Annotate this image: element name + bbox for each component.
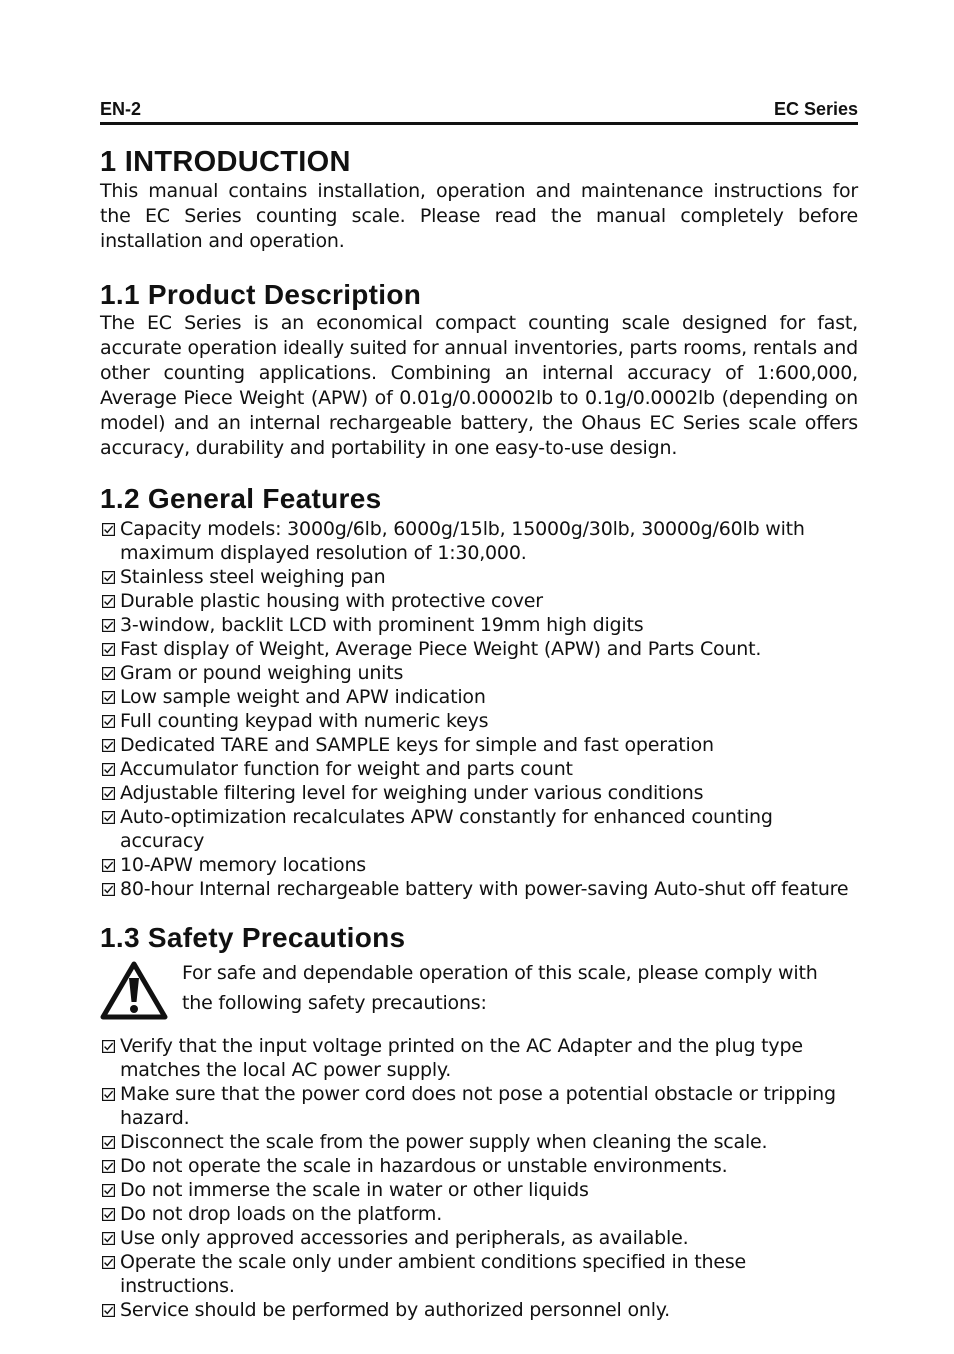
safety-precautions-title: 1.3 Safety Precautions	[100, 922, 406, 953]
checkbox-checked-icon	[102, 691, 115, 704]
warning-triangle-icon	[100, 960, 168, 1020]
list-item	[100, 613, 858, 637]
introduction-section	[100, 145, 858, 254]
product-description-title: 1.1 Product Description	[100, 279, 422, 310]
list-item-text: Do not drop loads on the platform.	[120, 1203, 443, 1225]
list-item-text: Make sure that the power cord does not pose a potential obstacle or tripping hazard.	[120, 1083, 836, 1129]
list-item	[100, 781, 858, 805]
checkbox-checked-icon	[102, 1088, 115, 1101]
general-features-title: 1.2 General Features	[100, 483, 382, 514]
list-item-text: 10-APW memory locations	[120, 854, 367, 876]
list-item-text: Verify that the input voltage printed on the AC Adapter and the plug type matches the local AC power supply.	[120, 1035, 803, 1081]
list-item	[100, 565, 858, 589]
list-item-text: Low sample weight and APW indication	[120, 686, 486, 708]
checkbox-checked-icon	[102, 1184, 115, 1197]
list-item	[100, 709, 858, 733]
list-item-text: Auto-optimization recalculates APW constantly for enhanced counting accuracy	[120, 806, 773, 852]
list-item	[100, 877, 858, 901]
checkbox-checked-icon	[102, 1304, 115, 1317]
list-item-text: Use only approved accessories and peripherals, as available.	[120, 1227, 689, 1249]
list-item	[100, 757, 858, 781]
list-item	[100, 733, 858, 757]
page-header	[100, 98, 858, 125]
list-item	[100, 1082, 858, 1130]
list-item-text: 80-hour Internal rechargeable battery with power-saving Auto-shut off feature	[120, 878, 849, 900]
checkbox-checked-icon	[102, 811, 115, 824]
checkbox-checked-icon	[102, 619, 115, 632]
checkbox-checked-icon	[102, 595, 115, 608]
list-item-text: Capacity models: 3000g/6lb, 6000g/15lb, 15000g/30lb, 30000g/60lb with maximum displayed resolution of 1:30,000.	[120, 518, 805, 564]
list-item	[100, 1154, 858, 1178]
checkbox-checked-icon	[102, 523, 115, 536]
safety-list	[100, 1034, 858, 1322]
introduction-title: 1 INTRODUCTION	[100, 146, 351, 178]
product-description-text: The EC Series is an economical compact counting scale designed for fast, accurate operation ideally suited for annual inventories, parts rooms, rentals and other counting applications. Combining an internal accuracy of 1:600,000, Average Piece Weight (APW) of 0.01g/0.00002lb to 0.1g/0.0002lb (depending on model) and an internal rechargeable battery, the Ohaus EC Series scale offers accuracy, durability and portability in one easy-to-use design.	[100, 312, 858, 459]
checkbox-checked-icon	[102, 715, 115, 728]
list-item	[100, 589, 858, 613]
list-item-text: Full counting keypad with numeric keys	[120, 710, 489, 732]
checkbox-checked-icon	[102, 739, 115, 752]
list-item-text: Operate the scale only under ambient conditions specified in these instructions.	[120, 1251, 747, 1297]
page-number: EN-2	[100, 99, 142, 119]
series-name: EC Series	[773, 99, 858, 119]
list-item	[100, 1130, 858, 1154]
safety-precautions-section	[100, 922, 858, 1322]
safety-warning	[100, 958, 858, 1034]
list-item	[100, 805, 858, 853]
checkbox-checked-icon	[102, 667, 115, 680]
list-item-text: Accumulator function for weight and parts count	[120, 758, 573, 780]
list-item	[100, 1226, 858, 1250]
checkbox-checked-icon	[102, 763, 115, 776]
checkbox-checked-icon	[102, 1256, 115, 1269]
list-item	[100, 517, 858, 565]
list-item-text: Disconnect the scale from the power supply when cleaning the scale.	[120, 1131, 768, 1153]
list-item	[100, 637, 858, 661]
checkbox-checked-icon	[102, 1160, 115, 1173]
list-item-text: 3-window, backlit LCD with prominent 19mm high digits	[120, 614, 644, 636]
list-item-text: Do not operate the scale in hazardous or unstable environments.	[120, 1155, 728, 1177]
list-item	[100, 661, 858, 685]
list-item-text: Service should be performed by authorized personnel only.	[120, 1299, 670, 1321]
product-description-section	[100, 279, 858, 461]
list-item	[100, 853, 858, 877]
list-item-text: Do not immerse the scale in water or other liquids	[120, 1179, 589, 1201]
list-item-text: Adjustable filtering level for weighing under various conditions	[120, 782, 704, 804]
checkbox-checked-icon	[102, 571, 115, 584]
introduction-text: This manual contains installation, operation and maintenance instructions for the EC Series counting scale. Please read the manual completely before installation and operation.	[100, 180, 858, 252]
checkbox-checked-icon	[102, 787, 115, 800]
list-item	[100, 685, 858, 709]
list-item	[100, 1202, 858, 1226]
list-item	[100, 1178, 858, 1202]
list-item-text: Durable plastic housing with protective cover	[120, 590, 543, 612]
checkbox-checked-icon	[102, 1232, 115, 1245]
checkbox-checked-icon	[102, 1208, 115, 1221]
checkbox-checked-icon	[102, 643, 115, 656]
safety-intro-text: For safe and dependable operation of this scale, please comply with the following safety precautions:	[182, 962, 818, 1014]
list-item-text: Gram or pound weighing units	[120, 662, 404, 684]
list-item-text: Fast display of Weight, Average Piece Weight (APW) and Parts Count.	[120, 638, 762, 660]
list-item-text: Stainless steel weighing pan	[120, 566, 386, 588]
features-list	[100, 517, 858, 901]
list-item	[100, 1034, 858, 1082]
list-item	[100, 1298, 858, 1322]
list-item	[100, 1250, 858, 1298]
general-features-section	[100, 483, 858, 901]
checkbox-checked-icon	[102, 883, 115, 896]
checkbox-checked-icon	[102, 859, 115, 872]
checkbox-checked-icon	[102, 1136, 115, 1149]
manual-page	[100, 98, 858, 1322]
list-item-text: Dedicated TARE and SAMPLE keys for simple and fast operation	[120, 734, 714, 756]
checkbox-checked-icon	[102, 1040, 115, 1053]
